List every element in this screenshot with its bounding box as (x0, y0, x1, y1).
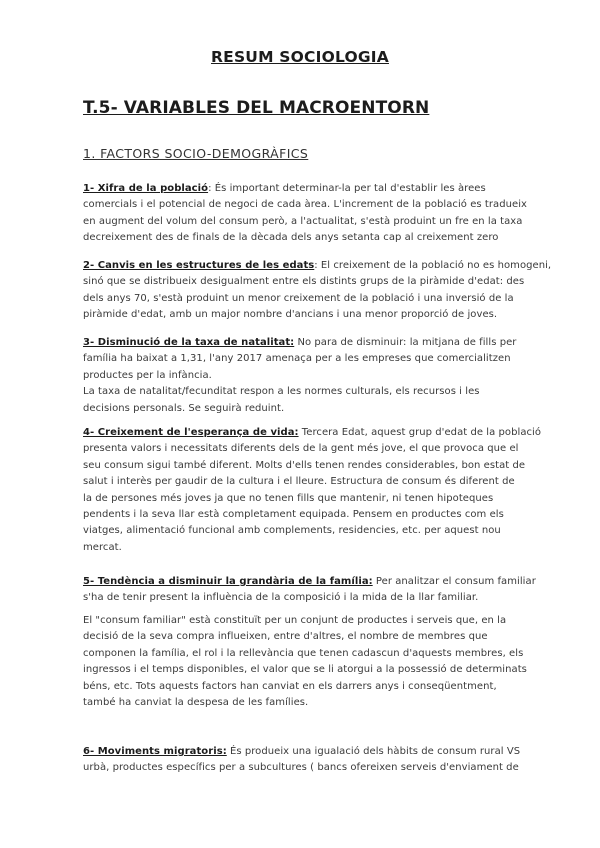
text-line: seu consum sigui també diferent. Molts d'ells tenen rendes considerables, bon estat de (83, 459, 526, 471)
paragraph-life-expectancy (83, 425, 542, 556)
text-line: La taxa de natalitat/fecunditat respon a les normes culturals, els recursos i les (83, 386, 480, 398)
text-line (83, 258, 552, 274)
paragraph-lead: 3- Disminució de la taxa de natalitat: (83, 337, 295, 348)
text-line: viatges, alimentació funcional amb complements, residencies, etc. per aquest nou (83, 525, 501, 537)
text-line: família ha baixat a 1,31, l'any 2017 amenaça per a les empreses que comercialitzen (83, 353, 511, 365)
text-run: : El creixement de la població no es homogeni, (314, 260, 552, 271)
text-line: salut i interès per gaudir de la cultura i el lleure. Estructura de consum és diferent de (83, 476, 515, 488)
text-line: la de persones més joves ja que no tenen fills que mantenir, ni tenen hipoteques (83, 492, 494, 504)
text-line: decreixement des de finals de la dècada dels anys setanta cap al creixement zero (83, 232, 499, 244)
paragraph-lead: 6- Moviments migratoris: (83, 746, 227, 757)
text-line (83, 181, 523, 197)
chapter-title: T.5- VARIABLES DEL MACROENTORN (83, 98, 430, 118)
text-line: pendents i la seva llar està completament equipada. Pensem en productes com els (83, 509, 504, 521)
text-line: sinó que se distribueix desigualment entre els distints grups de la piràmide d'edat: des (83, 276, 525, 288)
paragraph-population-figure (83, 181, 527, 247)
paragraph-lead: 4- Creixement de l'esperança de vida: (83, 427, 299, 438)
section-title: 1. FACTORS SOCIO-DEMOGRÀFICS (83, 146, 309, 161)
text-run: : És important determinar-la per tal d'establir les àrees (208, 183, 486, 194)
text-line: piràmide d'edat, amb un major nombre d'ancians i una menor proporció de joves. (83, 309, 498, 321)
text-line: decisions personals. Se seguirà reduint. (83, 402, 285, 414)
text-line: urbà, productes específics per a subcultures ( bancs ofereixen serveis d'enviament de (83, 762, 519, 774)
paragraph-birth-rate (83, 335, 523, 417)
paragraph-family-size (83, 574, 536, 607)
text-line: ingressos i el temps disponibles, el valor que se li atorgui a la possessió de determinats (83, 664, 527, 676)
paragraph-lead: 1- Xifra de la població (83, 183, 209, 194)
document-title: RESUM SOCIOLOGIA (211, 48, 389, 66)
text-run: Per analitzar el consum familiar (372, 576, 536, 587)
text-line: dels anys 70, s'està produint un menor creixement de la població i una inversió de la (83, 292, 514, 304)
text-line (83, 335, 523, 351)
text-line: componen la família, el rol i la rellevància que tenen cadascun d'aquests membres, els (83, 647, 524, 659)
text-line: mercat. (83, 541, 122, 553)
paragraph-family-consumption (83, 613, 527, 711)
paragraph-migration (83, 744, 523, 777)
paragraph-age-structure (83, 258, 552, 324)
text-line: El "consum familiar" està constituït per un conjunt de productes i serveis que, en la (83, 615, 507, 626)
text-line (83, 574, 536, 590)
text-line: productes per la infància. (83, 369, 212, 381)
paragraph-lead: 5- Tendència a disminuir la grandària de la família: (83, 576, 373, 587)
text-line (83, 744, 523, 760)
text-line: presenta valors i necessitats diferents dels de la gent més jove, el que provoca que el (83, 443, 519, 455)
text-line: en augment del volum del consum però, a l'actualitat, s'està produint un fre en la taxa (83, 215, 523, 227)
text-run: És produeix una igualació dels hàbits de consum rural VS (226, 746, 521, 757)
text-line: comercials i el potencial de negoci de cada àrea. L'increment de la població es tradueix (83, 199, 527, 211)
text-line: també ha canviat la despesa de les famílies. (83, 697, 309, 709)
paragraph-lead: 2- Canvis en les estructures de les edats (83, 260, 315, 271)
text-line (83, 425, 542, 441)
text-run: No para de disminuir: la mitjana de fills per (294, 337, 517, 348)
text-line: decisió de la seva compra influeixen, entre d'altres, el nombre de membres que (83, 631, 488, 643)
text-run: Tercera Edat, aquest grup d'edat de la població (298, 427, 542, 438)
text-line: s'ha de tenir present la influència de la composició i la mida de la llar familiar. (83, 592, 479, 604)
text-line: béns, etc. Tots aquests factors han canviat en els darrers anys i conseqüentment, (83, 680, 497, 692)
